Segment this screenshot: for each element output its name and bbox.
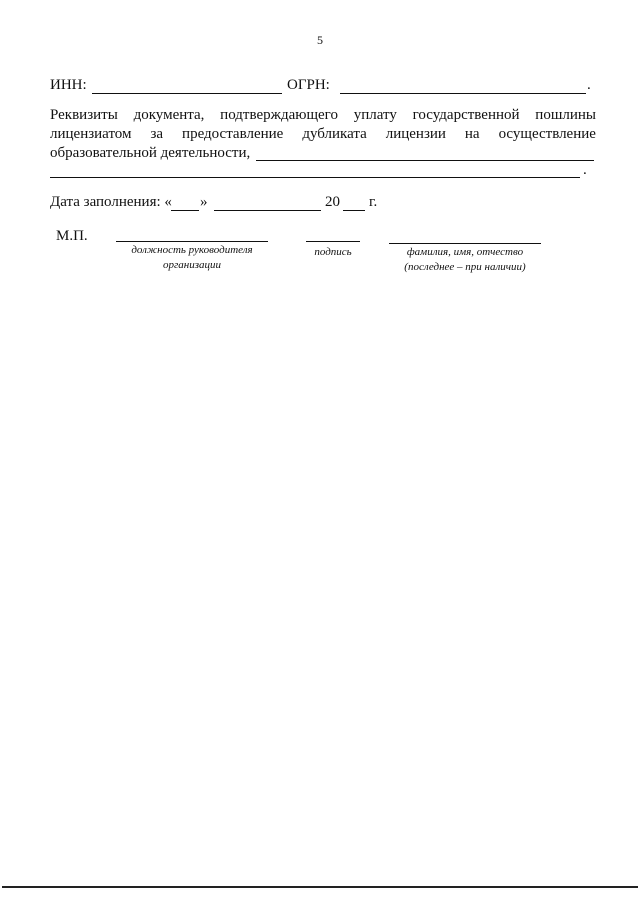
requisites-line-3: образовательной деятельности, xyxy=(50,145,251,161)
date-year-prefix: 20 xyxy=(325,194,340,210)
inn-field[interactable] xyxy=(92,93,282,94)
position-field[interactable] xyxy=(116,241,268,242)
requisites-end-dot: . xyxy=(583,162,587,178)
word: дубликата xyxy=(302,126,367,142)
requisites-field-1[interactable] xyxy=(256,160,594,161)
requisites-line-1 xyxy=(50,107,596,124)
word: предоставление xyxy=(182,126,284,142)
word: пошлины xyxy=(535,107,596,123)
stamp-label: М.П. xyxy=(56,228,88,244)
caption-position-line-2: организации xyxy=(162,259,222,271)
bottom-rule xyxy=(2,886,638,888)
word: на xyxy=(464,126,480,142)
ogrn-field[interactable] xyxy=(340,93,586,94)
caption-position-line-1: должность руководителя xyxy=(131,244,253,256)
date-day-field[interactable] xyxy=(171,210,199,211)
word: документа, xyxy=(133,107,205,123)
full-name-field[interactable] xyxy=(389,243,541,244)
word: Реквизиты xyxy=(50,107,118,123)
caption-name-line-1: фамилия, имя, отчество xyxy=(406,246,524,258)
caption-position xyxy=(106,243,278,273)
ogrn-label: ОГРН: xyxy=(287,77,330,93)
word: уплату xyxy=(353,107,397,123)
date-label: Дата заполнения: « xyxy=(50,194,172,210)
date-year-field[interactable] xyxy=(343,210,365,211)
word: подтверждающего xyxy=(220,107,338,123)
page-number: 5 xyxy=(317,33,323,47)
date-year-suffix: г. xyxy=(369,194,378,210)
date-month-field[interactable] xyxy=(214,210,321,211)
inn-label: ИНН: xyxy=(50,77,87,93)
word: лицензиатом xyxy=(50,126,132,142)
date-quote-close: » xyxy=(200,194,208,210)
signature-field[interactable] xyxy=(306,241,360,242)
caption-name-line-2: (последнее – при наличии) xyxy=(404,261,526,273)
caption-signature: подпись xyxy=(314,246,352,258)
word: за xyxy=(150,126,164,142)
word: осуществление xyxy=(498,126,596,142)
requisites-line-2 xyxy=(50,126,596,143)
ogrn-end-dot: . xyxy=(587,77,591,93)
requisites-field-2[interactable] xyxy=(50,177,580,178)
caption-name xyxy=(380,245,550,275)
word: лицензии xyxy=(385,126,446,142)
word: государственной xyxy=(412,107,520,123)
